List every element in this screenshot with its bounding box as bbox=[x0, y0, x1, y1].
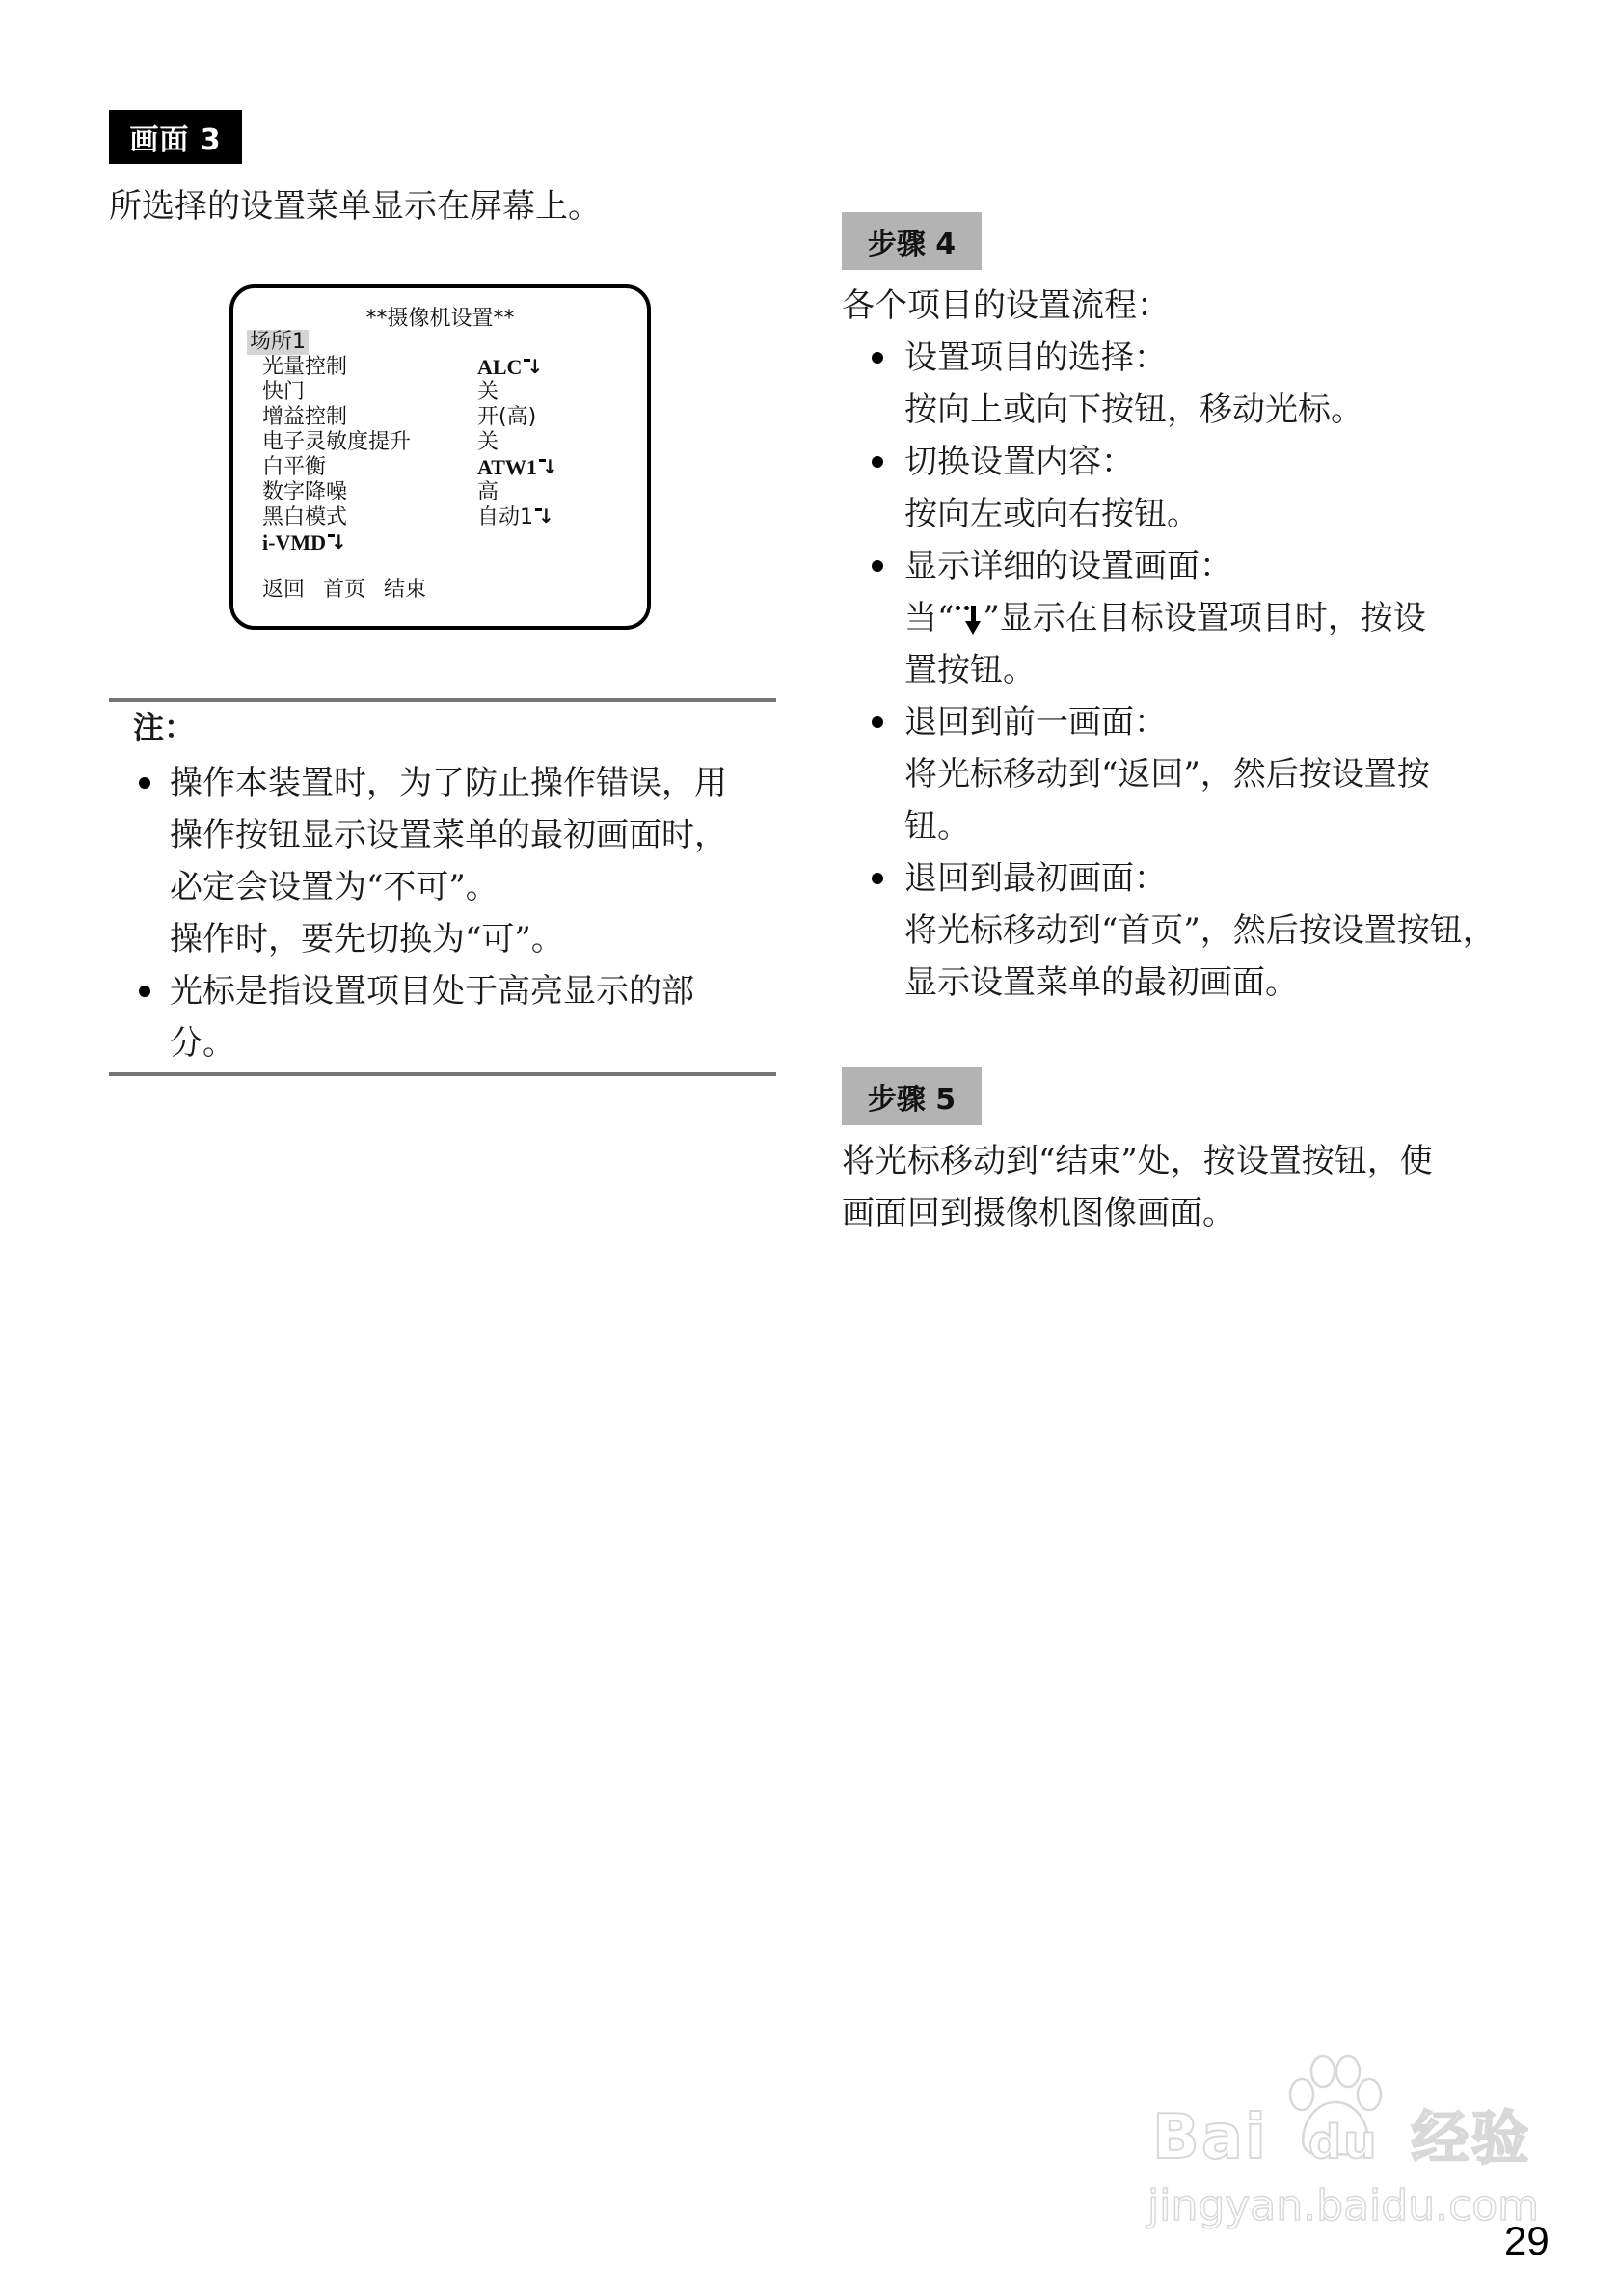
menu-row-label: 电子灵敏度提升 bbox=[262, 430, 412, 454]
note-top-divider bbox=[109, 698, 776, 702]
menu-row-label: 黑白模式 bbox=[262, 505, 348, 529]
menu-row-value: ATW1↓ bbox=[477, 455, 553, 480]
bullet-icon bbox=[139, 986, 150, 997]
menu-row-digital-noise-reduction[interactable] bbox=[262, 480, 629, 505]
step-4-item-5-title: 退回到最初画面： bbox=[904, 859, 1167, 898]
step-4-item-2-title: 切换设置内容： bbox=[904, 443, 1134, 481]
page-number: 29 bbox=[1504, 2218, 1550, 2263]
bullet-icon bbox=[872, 560, 883, 572]
menu-row-label: 白平衡 bbox=[262, 455, 327, 479]
menu-row-label: 光量控制 bbox=[262, 355, 348, 379]
step-4-item-3-desc-line-2: 置按钮。 bbox=[904, 651, 1036, 689]
bullet-icon bbox=[139, 777, 150, 789]
screen-3-description: 所选择的设置菜单显示在屏幕上。 bbox=[109, 187, 601, 226]
menu-location-label: 场所1 bbox=[250, 330, 306, 354]
menu-back-button[interactable]: 返回 bbox=[262, 578, 306, 602]
bullet-icon bbox=[872, 873, 883, 884]
step-4-item-3-desc-line-1: 当“ ”显示在目标设置项目时，按设 bbox=[904, 599, 1426, 637]
menu-row-gain-control[interactable] bbox=[262, 405, 629, 430]
note-item-1-line-4: 操作时，要先切换为“可”。 bbox=[170, 920, 564, 959]
note-bottom-divider bbox=[109, 1072, 776, 1076]
step-5-label: 步骤 5 bbox=[842, 1067, 982, 1125]
menu-row-value: 关 bbox=[477, 430, 499, 454]
step-5-line-2: 画面回到摄像机图像画面。 bbox=[842, 1194, 1235, 1232]
step-4-item-1-desc: 按向上或向下按钮，移动光标。 bbox=[904, 391, 1363, 429]
menu-row-light-control[interactable] bbox=[262, 355, 629, 380]
note-item-1-line-1: 操作本装置时，为了防止操作错误，用 bbox=[170, 764, 727, 802]
step-4-item-5-desc-line-1: 将光标移动到“首页”，然后按设置按钮， bbox=[904, 911, 1496, 950]
submenu-arrow-icon bbox=[539, 458, 553, 477]
menu-row-label: 增益控制 bbox=[262, 405, 348, 429]
menu-row-white-balance[interactable] bbox=[262, 455, 629, 480]
screen-3-label: 画面 3 bbox=[109, 110, 242, 164]
menu-row-label: 快门 bbox=[262, 380, 306, 404]
menu-title: **摄像机设置** bbox=[365, 307, 515, 331]
menu-row-i-vmd[interactable] bbox=[262, 530, 629, 555]
note-item-1-line-3: 必定会设置为“不可”。 bbox=[170, 868, 499, 906]
step-4-item-1-title: 设置项目的选择： bbox=[904, 338, 1167, 377]
step-5-line-1: 将光标移动到“结束”处，按设置按钮，使 bbox=[842, 1142, 1433, 1180]
step-4-item-2-desc: 按向左或向右按钮。 bbox=[904, 495, 1200, 533]
note-title: 注： bbox=[133, 709, 196, 745]
menu-row-value: 开(高) bbox=[477, 405, 537, 429]
menu-end-button[interactable]: 结束 bbox=[384, 578, 427, 602]
step-4-item-4-desc-line-1: 将光标移动到“返回”，然后按设置按 bbox=[904, 755, 1430, 794]
note-item-1-line-2: 操作按钮显示设置菜单的最初画面时， bbox=[170, 816, 727, 854]
menu-footer bbox=[262, 578, 438, 603]
note-item-2-line-2: 分。 bbox=[170, 1024, 235, 1063]
step-4-item-4-desc-line-2: 钮。 bbox=[904, 807, 970, 846]
menu-location-cursor[interactable] bbox=[247, 330, 309, 355]
menu-row-value: ALC↓ bbox=[477, 355, 537, 380]
bullet-icon bbox=[872, 456, 883, 468]
menu-row-bw-mode[interactable] bbox=[262, 505, 629, 530]
submenu-arrow-icon bbox=[535, 507, 549, 527]
menu-top-button[interactable]: 首页 bbox=[323, 578, 366, 602]
step-4-item-3-title: 显示详细的设置画面： bbox=[904, 547, 1232, 585]
step-4-label: 步骤 4 bbox=[842, 212, 982, 270]
baidu-watermark-url: jingyan.baidu.com bbox=[1147, 2181, 1540, 2230]
submenu-arrow-icon bbox=[524, 358, 537, 377]
baidu-watermark-logo: Bai du 经验 bbox=[1152, 2102, 1531, 2174]
menu-row-value: 关 bbox=[477, 380, 499, 404]
step-4-item-5-desc-line-2: 显示设置菜单的最初画面。 bbox=[904, 963, 1298, 1002]
menu-row-value: 高 bbox=[477, 480, 499, 504]
menu-row-shutter[interactable] bbox=[262, 380, 629, 405]
step-4-intro: 各个项目的设置流程： bbox=[842, 286, 1170, 325]
camera-setup-menu bbox=[229, 284, 651, 630]
bullet-icon bbox=[872, 716, 883, 728]
submenu-arrow-icon bbox=[328, 533, 341, 553]
menu-row-value: 自动1↓ bbox=[477, 505, 549, 530]
bullet-icon bbox=[872, 352, 883, 364]
menu-row-label: 数字降噪 bbox=[262, 480, 348, 504]
menu-row-electronic-sensitivity[interactable] bbox=[262, 430, 629, 455]
step-4-item-4-title: 退回到前一画面： bbox=[904, 703, 1167, 742]
submenu-arrow-icon bbox=[954, 602, 983, 635]
note-item-2-line-1: 光标是指设置项目处于高亮显示的部 bbox=[170, 972, 694, 1011]
menu-row-label: i-VMD↓ bbox=[262, 530, 341, 555]
